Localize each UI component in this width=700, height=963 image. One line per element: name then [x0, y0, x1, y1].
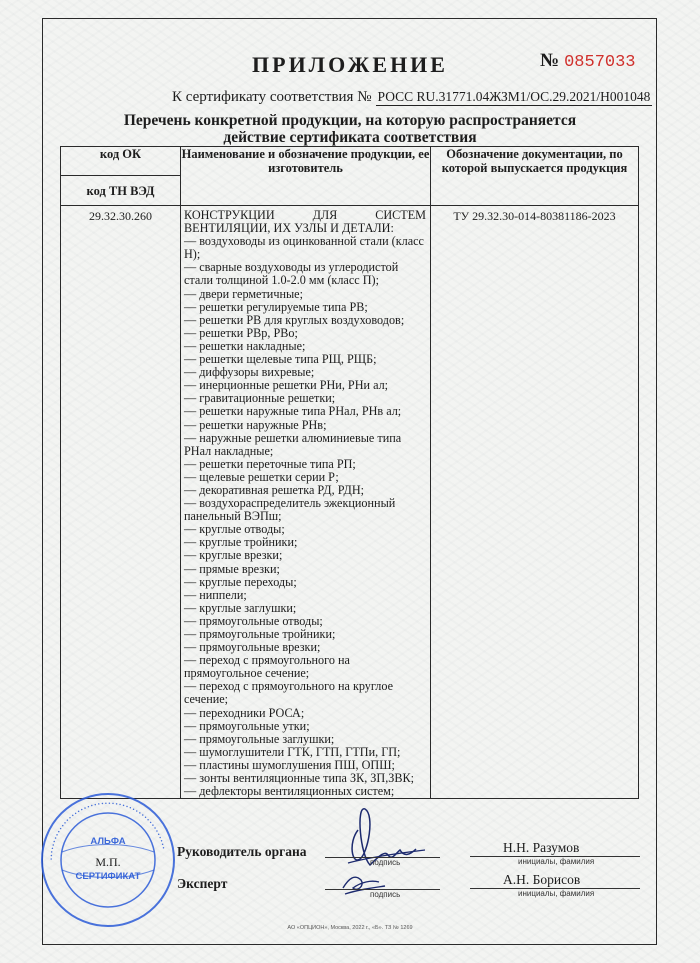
header-product-name-text: Наименование и обозначение продукции, ее изготовитель [181, 147, 430, 175]
product-item: — решетки щелевые типа РЩ, РЩБ; [184, 352, 377, 367]
product-item: — ниппели; [184, 587, 247, 602]
serial-number-value: 0857033 [564, 53, 636, 72]
product-item: — переход с прямоугольного на круглое сечение; [184, 679, 393, 707]
expert-signature-caption: подпись [370, 890, 401, 899]
header-code-ok [61, 147, 181, 176]
subtitle [100, 112, 600, 146]
product-item: — сварные воздуховоды из углеродистой стали толщиной 1.0-2.0 мм (класс П); [184, 260, 399, 288]
certificate-reference-label: К сертификату соответствия № [172, 89, 372, 105]
header-code-ok-text: код ОК [99, 147, 142, 161]
product-items [184, 235, 426, 798]
product-item: — зонты вентиляционные типа ЗК, ЗП,ЗВК; [184, 771, 414, 786]
product-item: — решетки наружные РНв; [184, 417, 327, 432]
product-item: — шумоглушители ГТК, ГТП, ГТПи, ГП; [184, 744, 401, 759]
expert-name-caption: инициалы, фамилия [518, 889, 595, 898]
product-item: — решетки регулируемые типа РВ; [184, 299, 368, 314]
product-item: — декоративная решетка РД, РДН; [184, 482, 365, 497]
product-item: — круглые отводы; [184, 522, 285, 537]
certificate-number: РОСС RU.31771.04ЖЗМ1/ОС.29.2021/Н001048 [377, 89, 651, 104]
page-title: ПРИЛОЖЕНИЕ [252, 52, 448, 77]
certificate-reference [172, 89, 652, 106]
product-item: — переход с прямоугольного на прямоугольное сечение; [184, 653, 350, 681]
product-item: — решетки накладные; [184, 338, 306, 353]
header-code-tnved-text: код ТН ВЭД [86, 183, 155, 198]
product-item: — диффузоры вихревые; [184, 365, 315, 380]
product-item: — решетки наружные типа РНал, РНв ал; [184, 404, 402, 419]
code-ok-value: 29.32.30.260 [61, 206, 181, 799]
product-table [60, 146, 639, 799]
product-item: — воздуховоды из оцинкованной стали (класс Н); [184, 234, 424, 262]
product-item: — круглые врезки; [184, 548, 283, 563]
product-item: — решетки переточные типа РП; [184, 456, 356, 471]
expert-label: Эксперт [177, 876, 228, 891]
header-code-tnved [61, 176, 181, 206]
head-name: Н.Н. Разумов [503, 840, 580, 855]
subtitle-line-2: действие сертификата соответствия [223, 129, 477, 146]
product-item: — прямоугольные утки; [184, 718, 310, 733]
serial-number [540, 50, 636, 72]
product-item: — решетки РВр, РВо; [184, 325, 298, 340]
header-documentation-text: Обозначение документации, по которой выпускается продукция [441, 147, 628, 175]
product-list-cell [181, 206, 431, 799]
product-item: — прямоугольные отводы; [184, 613, 323, 628]
head-signature-caption: подпись [370, 858, 401, 867]
serial-number-label: № [540, 50, 560, 71]
product-item: — гравитационные решетки; [184, 391, 336, 406]
product-item: — щелевые решетки серии Р; [184, 469, 339, 484]
product-item: — круглые тройники; [184, 535, 298, 550]
head-label: Руководитель органа [177, 844, 307, 859]
subtitle-line-1: Перечень конкретной продукции, на которую распространяется [123, 112, 577, 129]
expert-name: А.Н. Борисов [503, 872, 581, 887]
stamp-top-text: АЛЬФА [90, 836, 126, 847]
product-item: — воздухораспределитель эжекционный панельный ВЭПш; [184, 496, 396, 524]
mp-label: М.П. [95, 855, 121, 869]
print-footer: АО «ОПЦИОН», Москва, 2022 г., «Б». ТЗ № 1269 [287, 925, 413, 931]
product-item: — прямые врезки; [184, 561, 280, 576]
product-item: — круглые заглушки; [184, 600, 297, 615]
product-item: — круглые переходы; [184, 574, 297, 589]
product-heading: КОНСТРУКЦИИ ДЛЯ СИСТЕМ ВЕНТИЛЯЦИИ, ИХ УЗЛЫ И ДЕТАЛИ: [184, 208, 426, 236]
header-product-name [181, 147, 431, 206]
product-item: — наружные решетки алюминиевые типа РНал накладные; [184, 430, 402, 458]
organ-stamp [38, 790, 178, 930]
product-item: — переходники РОСА; [184, 705, 305, 720]
product-item: — решетки РВ для круглых воздуховодов; [184, 312, 405, 327]
header-documentation [431, 147, 639, 206]
documentation-value: ТУ 29.32.30-014-80381186-2023 [431, 206, 639, 799]
product-item: — прямоугольные тройники; [184, 627, 336, 641]
product-item: — прямоугольные врезки; [184, 640, 321, 655]
product-item: — прямоугольные заглушки; [184, 731, 335, 746]
product-item: — дефлекторы вентиляционных систем; [184, 784, 395, 799]
head-name-caption: инициалы, фамилия [518, 857, 595, 866]
stamp-bottom-text: СЕРТИФИКАТ [75, 871, 141, 882]
product-item: — двери герметичные; [184, 286, 303, 301]
svg-text:• • • • • • • • • • • • • • •: • • • • • • • • • • • • • • • • • • • • • • • • • • • • • • • • • • • • • • • • • • • • • • • [48, 800, 166, 861]
product-item: — пластины шумоглушения ПШ, ОПШ; [184, 757, 395, 772]
product-item: — инерционные решетки РНи, РНи ал; [184, 378, 389, 393]
